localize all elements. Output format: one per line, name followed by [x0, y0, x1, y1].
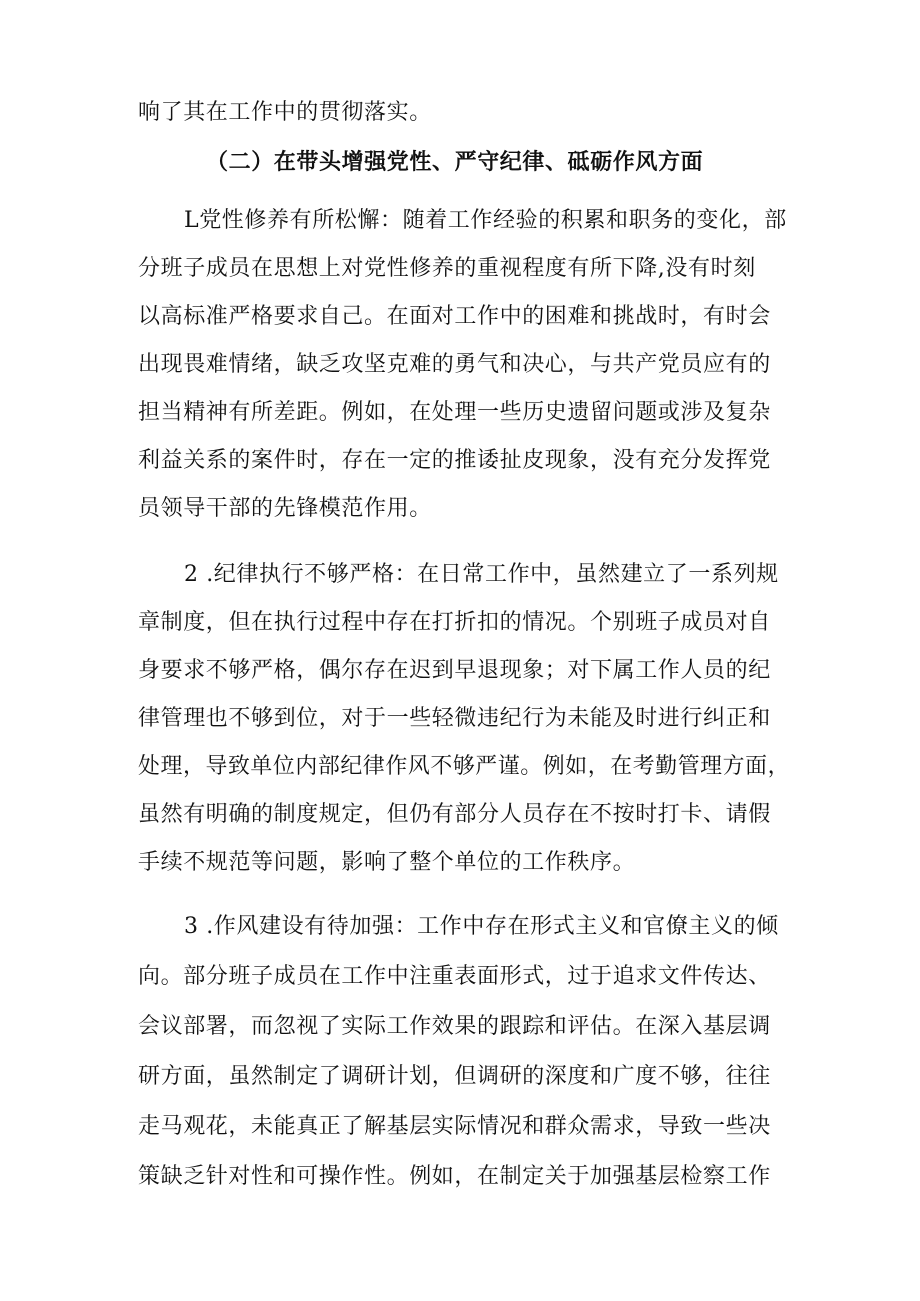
paragraph-line: 利益关系的案件时，存在一定的推诿扯皮现象，没有充分发挥党	[138, 448, 771, 473]
paragraph-line: 手续不规范等问题，影响了整个单位的工作秩序。	[138, 850, 636, 875]
paragraph-line: 研方面，虽然制定了调研计划，但调研的深度和广度不够，往往	[138, 1064, 771, 1089]
paragraph-line: 处理，导致单位内部纪律作风不够严谨。例如，在考勤管理方面，	[138, 754, 791, 779]
paragraph-line: 章制度，但在执行过程中存在打折扣的情况。个别班子成员对自	[138, 610, 771, 635]
paragraph-line: 3 .作风建设有待加强：工作中存在形式主义和官僚主义的倾	[184, 914, 779, 939]
paragraph-line: 走马观花，未能真正了解基层实际情况和群众需求，导致一些决	[138, 1114, 771, 1139]
section-heading: （二）在带头增强党性、严守纪律、砥砺作风方面	[206, 149, 704, 175]
paragraph-line: 员领导干部的先锋模范作用。	[138, 496, 432, 521]
paragraph-line: 以高标准严格要求自己。在面对工作中的困难和挑战时，有时会	[138, 304, 771, 329]
paragraph-line: 策缺乏针对性和可操作性。例如，在制定关于加强基层检察工作	[138, 1164, 771, 1189]
paragraph-line: 2 .纪律执行不够严格：在日常工作中，虽然建立了一系列规	[184, 562, 779, 587]
paragraph-line: 出现畏难情绪，缺乏攻坚克难的勇气和决心，与共产党员应有的	[138, 352, 771, 377]
paragraph-line: 律管理也不够到位，对于一些轻微违纪行为未能及时进行纠正和	[138, 706, 771, 731]
paragraph-line: 分班子成员在思想上对党性修养的重视程度有所下降,没有时刻	[138, 256, 756, 281]
paragraph-line: 担当精神有所差距。例如，在处理一些历史遗留问题或涉及复杂	[138, 400, 771, 425]
paragraph-line: 虽然有明确的制度规定，但仍有部分人员存在不按时打卡、请假	[138, 802, 771, 827]
paragraph-line: 会议部署，而忽视了实际工作效果的跟踪和评估。在深入基层调	[138, 1014, 771, 1039]
paragraph-line: 向。部分班子成员在工作中注重表面形式，过于追求文件传达、	[138, 964, 771, 989]
paragraph-line: L党性修养有所松懈：随着工作经验的积累和职务的变化，部	[184, 208, 787, 233]
paragraph-line: 身要求不够严格，偶尔存在迟到早退现象；对下属工作人员的纪	[138, 658, 771, 683]
continuation-line: 响了其在工作中的贯彻落实。	[138, 100, 432, 125]
